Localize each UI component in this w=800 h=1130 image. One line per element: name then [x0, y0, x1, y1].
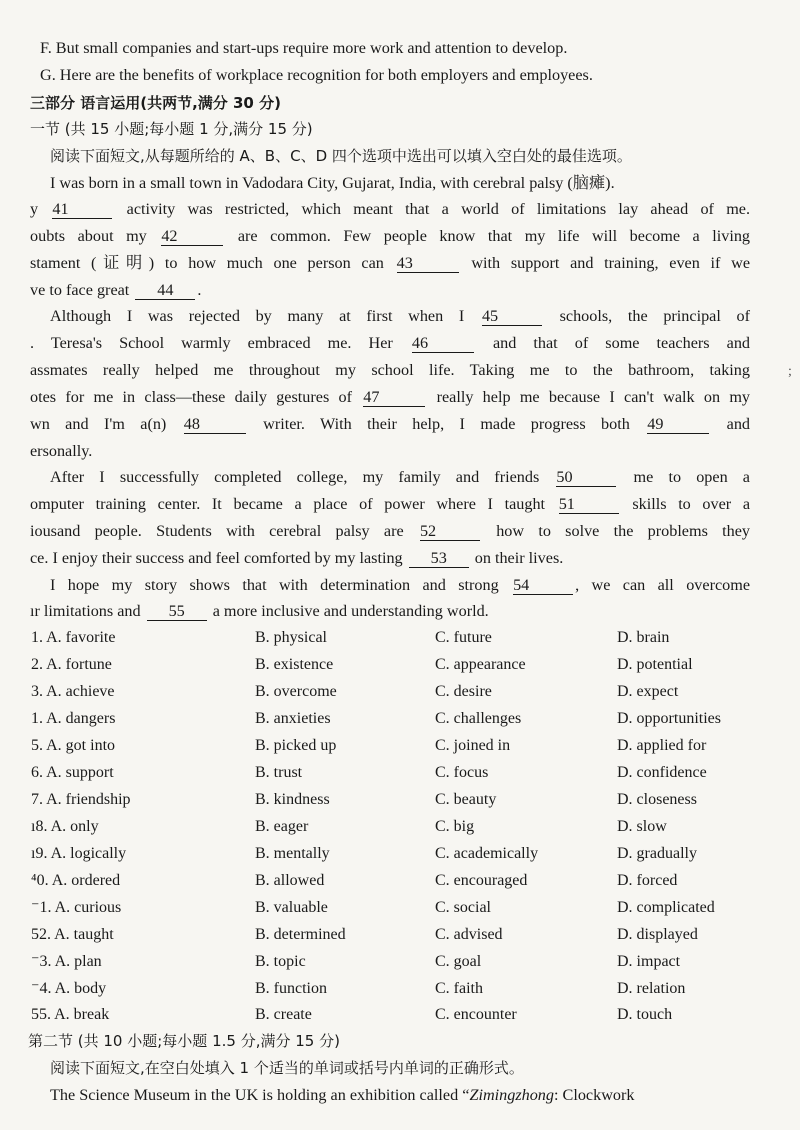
question-number: ⁻3.: [31, 953, 52, 970]
text: schools, the principal of: [559, 307, 751, 325]
option-row: [25, 924, 800, 946]
option-b: B. physical: [255, 629, 327, 646]
option-c: C. desire: [435, 683, 492, 700]
option-d: D. confidence: [617, 764, 707, 781]
text: activity was restricted, which meant that a world of limitations lay ahead of me.: [126, 200, 751, 218]
option-row: [25, 627, 800, 649]
option-g: G. Here are the benefits of workplace recognition for both employers and employees.: [40, 66, 593, 84]
blank-48: 48: [184, 415, 246, 434]
text: stament (证明) to how much one person can: [30, 254, 384, 272]
option-c: C. advised: [435, 926, 503, 943]
option-a-text: A. plan: [54, 953, 102, 970]
passage-line: [30, 332, 750, 354]
question-number: ⁻4.: [31, 980, 52, 997]
text: ır limitations and: [30, 602, 141, 620]
option-d: D. touch: [617, 1006, 673, 1023]
passage-line: [50, 305, 750, 327]
option-row: [25, 951, 800, 973]
passage-line: [30, 547, 800, 569]
question-number: 3.: [31, 683, 43, 700]
text: Although I was rejected by many at first when I: [50, 307, 465, 325]
option-row: [25, 843, 800, 865]
option-row: [25, 978, 800, 1000]
text: : Clockwork: [554, 1086, 635, 1104]
option-a-text: A. support: [46, 764, 114, 781]
option-c: C. focus: [435, 764, 489, 781]
text: skills to over a: [632, 495, 751, 513]
option-row: [25, 735, 800, 757]
passage-line: [30, 198, 750, 220]
blank-50: 50: [556, 468, 616, 487]
option-c: C. social: [435, 899, 491, 916]
option-c: C. future: [435, 629, 492, 646]
option-b: B. create: [255, 1006, 312, 1023]
section2-first-line: [50, 1084, 750, 1106]
text: wn and I'm a(n): [30, 415, 167, 433]
option-b: B. function: [255, 980, 327, 997]
text: iousand people. Students with cerebral palsy are: [30, 522, 404, 540]
option-a-text: A. favorite: [46, 629, 116, 646]
option-a-text: A. break: [54, 1006, 110, 1023]
text: After I successfully completed college, my family and friends: [50, 468, 540, 486]
text: a more inclusive and understanding world.: [212, 602, 489, 620]
text: otes for me in class—these daily gestures of: [30, 388, 352, 406]
option-a: [31, 978, 106, 1000]
option-d: D. potential: [617, 656, 693, 673]
option-d: D. opportunities: [617, 710, 721, 727]
blank-42: 42: [161, 227, 223, 246]
option-b: B. trust: [255, 764, 303, 781]
passage-line: [30, 520, 750, 542]
option-a-text: A. curious: [54, 899, 122, 916]
option-a: [31, 924, 114, 946]
option-b: B. eager: [255, 818, 309, 835]
exhibition-title: Zimingzhong: [469, 1086, 554, 1104]
option-c: C. goal: [435, 953, 482, 970]
option-d: D. complicated: [617, 899, 715, 916]
option-a: [31, 681, 115, 703]
option-c: C. faith: [435, 980, 483, 997]
option-a: [31, 816, 99, 838]
section1-instruction: 阅读下面短文,从每题所给的 A、B、C、D 四个选项中选出可以填入空白处的最佳选项。: [50, 147, 632, 165]
question-number: 2.: [31, 656, 43, 673]
text: The Science Museum in the UK is holding an exhibition called “: [50, 1086, 470, 1104]
text: ce. I enjoy their success and feel comforted by my lasting: [30, 549, 403, 567]
text: ve to face great: [30, 281, 130, 299]
option-d: D. expect: [617, 683, 679, 700]
text: oubts about my: [30, 227, 147, 245]
question-number: ı8.: [31, 818, 48, 835]
passage-line: [50, 466, 750, 488]
blank-49: 49: [647, 415, 709, 434]
option-row: [25, 762, 800, 784]
option-c: C. encouraged: [435, 872, 528, 889]
option-b: B. existence: [255, 656, 334, 673]
option-a: [31, 735, 115, 757]
option-a-text: A. ordered: [51, 872, 121, 889]
option-b: B. picked up: [255, 737, 337, 754]
option-a: [31, 654, 112, 676]
option-d: D. relation: [617, 980, 686, 997]
section1-heading: 一节 (共 15 小题;每小题 1 分,满分 15 分): [30, 120, 313, 138]
passage-line: [30, 413, 750, 435]
option-d: D. slow: [617, 818, 667, 835]
blank-47: 47: [363, 388, 425, 407]
option-c: C. appearance: [435, 656, 526, 673]
option-c: C. beauty: [435, 791, 497, 808]
option-d: D. applied for: [617, 737, 707, 754]
option-row: [25, 870, 800, 892]
option-c: C. encounter: [435, 1006, 517, 1023]
option-row: [25, 897, 800, 919]
option-row: [25, 789, 800, 811]
blank-51: 51: [559, 495, 619, 514]
option-a-text: A. dangers: [46, 710, 116, 727]
option-a: [31, 843, 126, 865]
question-number: 55.: [31, 1006, 51, 1023]
option-a-text: A. taught: [54, 926, 114, 943]
option-c: C. joined in: [435, 737, 511, 754]
passage-line: [30, 386, 750, 408]
question-number: 1.: [31, 710, 43, 727]
option-row: [25, 816, 800, 838]
option-d: D. impact: [617, 953, 681, 970]
option-b: B. anxieties: [255, 710, 331, 727]
text: .: [197, 281, 202, 299]
blank-43: 43: [397, 254, 459, 273]
text: y: [30, 200, 39, 218]
option-a-text: A. got into: [46, 737, 116, 754]
text: and that of some teachers and: [492, 334, 751, 352]
passage-line: [50, 574, 750, 596]
passage-line: assmates really helped me throughout my school life. Taking me to the bathroom, taking: [30, 361, 750, 379]
passage-line: [30, 252, 750, 274]
question-number: 5.: [31, 737, 43, 754]
blank-53: 53: [409, 549, 469, 568]
question-number: 7.: [31, 791, 43, 808]
blank-44: 44: [135, 281, 195, 300]
passage-line: [30, 600, 800, 622]
blank-46: 46: [412, 334, 474, 353]
passage-line: [30, 493, 750, 515]
text: how to solve the problems they: [496, 522, 751, 540]
part3-heading: 三部分 语言运用(共两节,满分 30 分): [30, 94, 281, 112]
text: . Teresa's School warmly embraced me. Her: [30, 334, 393, 352]
blank-55: 55: [147, 602, 207, 621]
option-a: [31, 627, 115, 649]
question-number: 52.: [31, 926, 51, 943]
option-d: D. forced: [617, 872, 678, 889]
option-f: F. But small companies and start-ups require more work and attention to develop.: [40, 39, 568, 57]
option-d: D. gradually: [617, 845, 697, 862]
option-row: [25, 708, 800, 730]
passage-line: ersonally.: [30, 442, 93, 460]
option-a-text: A. body: [54, 980, 107, 997]
section2-instruction: 阅读下面短文,在空白处填入 1 个适当的单词或括号内单词的正确形式。: [50, 1059, 524, 1077]
passage-line: [30, 225, 750, 247]
option-b: B. mentally: [255, 845, 330, 862]
text: on their lives.: [474, 549, 564, 567]
option-a: [31, 708, 115, 730]
option-row: [25, 1004, 800, 1026]
option-d: D. closeness: [617, 791, 697, 808]
text: me to open a: [633, 468, 750, 486]
blank-41: 41: [52, 200, 112, 219]
question-number: ı9.: [31, 845, 48, 862]
option-b: B. overcome: [255, 683, 337, 700]
option-b: B. determined: [255, 926, 346, 943]
option-a: [31, 951, 102, 973]
option-a-text: A. friendship: [46, 791, 131, 808]
text: omputer training center. It became a place of power where I taught: [30, 495, 546, 513]
option-row: [25, 654, 800, 676]
question-number: 1.: [31, 629, 43, 646]
option-row: [25, 681, 800, 703]
option-a: [31, 897, 121, 919]
option-a-text: A. logically: [50, 845, 127, 862]
question-number: ⁻1.: [31, 899, 52, 916]
option-b: B. kindness: [255, 791, 330, 808]
option-a: [31, 870, 120, 892]
question-number: ⁴0.: [31, 872, 49, 889]
option-a: [31, 789, 131, 811]
option-a: [31, 1004, 109, 1026]
option-a-text: A. achieve: [46, 683, 115, 700]
blank-45: 45: [482, 307, 542, 326]
text: really help me because I can't walk on my: [436, 388, 751, 406]
margin-mark: ;: [788, 364, 792, 379]
option-b: B. valuable: [255, 899, 328, 916]
option-a-text: A. fortune: [46, 656, 112, 673]
text: writer. With their help, I made progress both: [263, 415, 630, 433]
text: , we can all overcome: [575, 576, 751, 594]
option-c: C. challenges: [435, 710, 522, 727]
passage-line: [30, 279, 800, 301]
text: and: [726, 415, 751, 433]
option-d: D. displayed: [617, 926, 698, 943]
question-number: 6.: [31, 764, 43, 781]
text: with support and training, even if we: [471, 254, 751, 272]
option-a: [31, 762, 114, 784]
text: I hope my story shows that with determination and strong: [50, 576, 499, 594]
option-b: B. topic: [255, 953, 306, 970]
option-c: C. big: [435, 818, 475, 835]
section2-heading: 第二节 (共 10 小题;每小题 1.5 分,满分 15 分): [28, 1032, 340, 1050]
blank-54: 54: [513, 576, 573, 595]
option-d: D. brain: [617, 629, 670, 646]
text: are common. Few people know that my life will become a living: [237, 227, 751, 245]
option-c: C. academically: [435, 845, 539, 862]
option-a-text: A. only: [50, 818, 99, 835]
option-b: B. allowed: [255, 872, 325, 889]
blank-52: 52: [420, 522, 480, 541]
passage-line: I was born in a small town in Vadodara City, Gujarat, India, with cerebral palsy (脑瘫).: [50, 174, 615, 192]
